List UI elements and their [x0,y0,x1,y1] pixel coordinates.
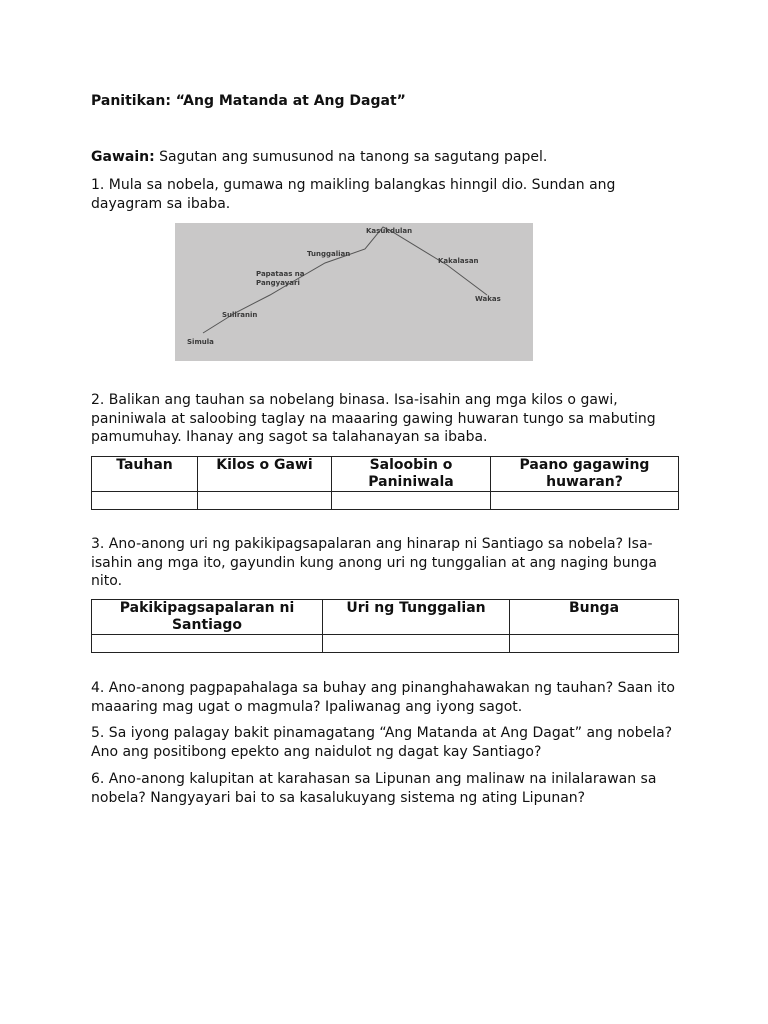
table-cell[interactable] [323,635,510,653]
label-tunggalian: Tunggalian [307,250,351,258]
table-header-cell: Kilos o Gawi [198,457,332,492]
instructions-label: Gawain: [91,149,155,165]
label-papataas-2: Pangyayari [256,279,300,287]
plot-diagram [175,223,533,361]
table-cell[interactable] [92,635,323,653]
character-table [91,456,679,510]
document-title: Panitikan: “Ang Matanda at Ang Dagat” [91,93,406,109]
label-papataas-1: Papataas na [256,270,305,278]
table-header-cell: Bunga [510,600,679,635]
table-row [92,635,679,653]
table-header-cell: Tauhan [92,457,198,492]
question-1: 1. Mula sa nobela, gumawa ng maikling balangkas hinngil dio. Sundan ang dayagram sa ibaba. [91,177,616,212]
label-kakalasan: Kakalasan [438,257,479,265]
table-header-row [92,600,679,635]
adventure-table [91,599,679,653]
question-2: 2. Balikan ang tauhan sa nobelang binasa. Isa-isahin ang mga kilos o gawi, paniniwala at saloobing taglay na maaaring gawing huwaran tungo sa mabuting pamumuhay. Ihanay ang sagot sa talahanayan sa ibaba. [91,392,656,445]
question-4: 4. Ano-anong pagpapahalaga sa buhay ang pinanghahawakan ng tauhan? Saan ito maaaring mag ugat o magmula? Ipaliwanag ang iyong sagot. [91,680,675,715]
table-cell[interactable] [510,635,679,653]
label-kasukdulan: Kasukdulan [366,227,413,235]
label-suliranin: Suliranin [222,311,258,319]
table-cell[interactable] [92,492,198,510]
table-cell[interactable] [198,492,332,510]
question-3: 3. Ano-anong uri ng pakikipagsapalaran ang hinarap ni Santiago sa nobela? Isa-isahin ang mga ito, gayundin kung anong uri ng tunggalian at ang naging bunga nito. [91,536,657,589]
table-header-cell: Saloobin o Paniniwala [332,457,491,492]
instructions-text: Sagutan ang sumusunod na tanong sa sagutang papel. [154,149,548,165]
table-header-cell: Paano gagawing huwaran? [491,457,679,492]
table-cell[interactable] [332,492,491,510]
label-wakas: Wakas [475,295,501,303]
table-header-cell: Pakikipagsapalaran ni Santiago [92,600,323,635]
label-simula: Simula [187,338,214,346]
table-header-row [92,457,679,492]
plot-diagram-image [175,223,533,361]
instructions [91,148,547,167]
question-5: 5. Sa iyong palagay bakit pinamagatang “Ang Matanda at Ang Dagat” ang nobela? Ano ang positibong epekto ang naidulot ng dagat kay Santiago? [91,725,673,760]
question-6: 6. Ano-anong kalupitan at karahasan sa Lipunan ang malinaw na inilalarawan sa nobela? Nangyayari bai to sa kasalukuyang sistema ng ating Lipunan? [91,771,657,806]
table-header-cell: Uri ng Tunggalian [323,600,510,635]
table-cell[interactable] [491,492,679,510]
table-row [92,492,679,510]
